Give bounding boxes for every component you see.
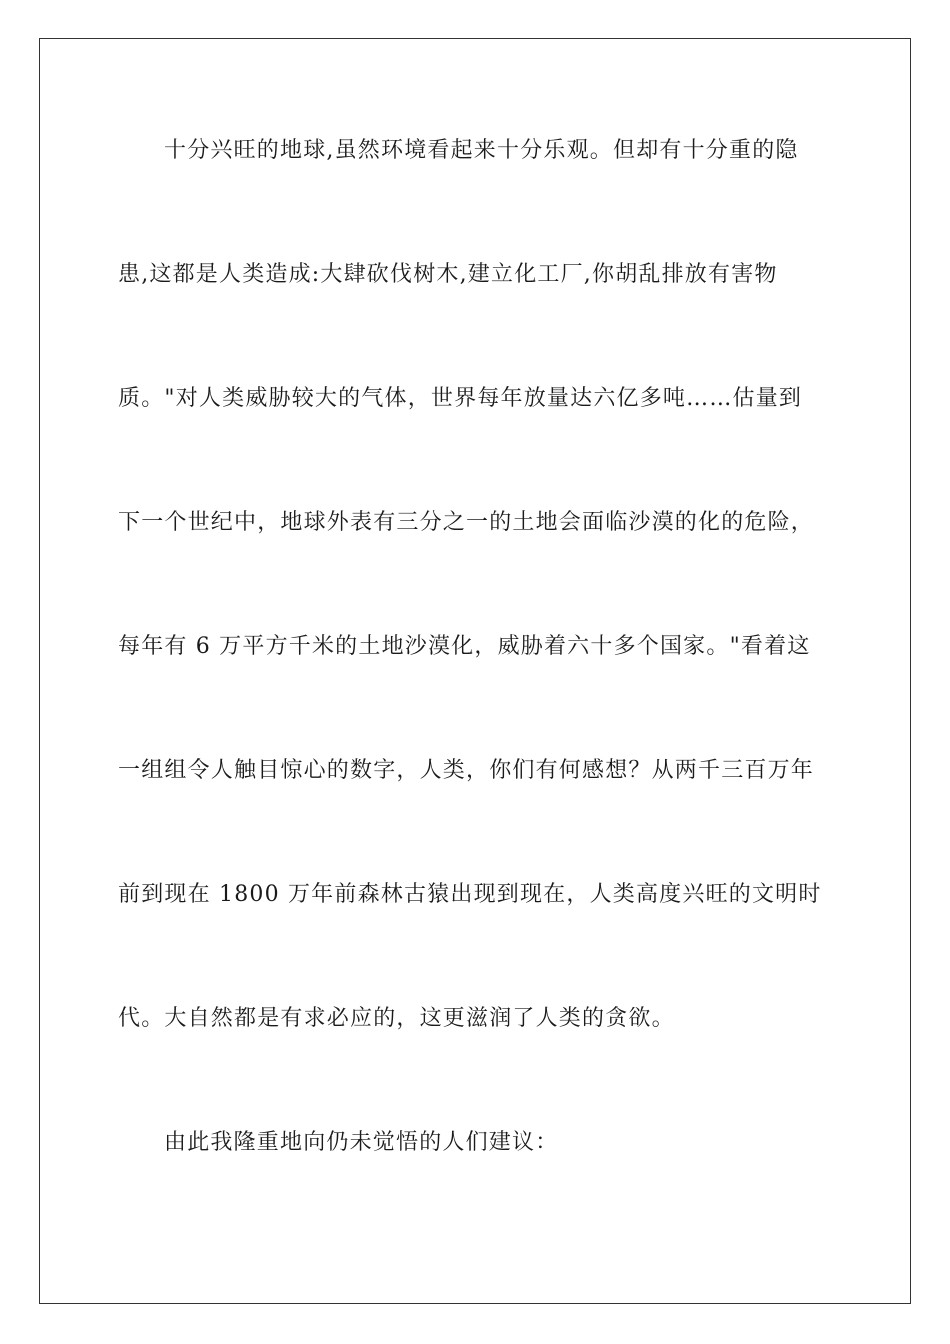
paragraph-2-line-1: 由此我隆重地向仍未觉悟的人们建议： [164,1130,559,1155]
page-border [39,38,911,1304]
paragraph-1-line-6: 一组组令人触目惊心的数字，人类，你们有何感想？从两千三百万年 [118,758,815,783]
paragraph-1-line-7: 前到现在 1800 万年前森林古猿出现到现在，人类高度兴旺的文明时 [118,882,822,907]
paragraph-1-line-5: 每年有 6 万平方千米的土地沙漠化，威胁着六十多个国家。"看着这 [118,634,811,659]
paragraph-1-line-1: 十分兴旺的地球,虽然环境看起来十分乐观。但却有十分重的隐 [164,138,799,163]
paragraph-1-line-8: 代。大自然都是有求必应的，这更滋润了人类的贪欲。 [118,1006,675,1031]
paragraph-1-line-4: 下一个世纪中，地球外表有三分之一的土地会面临沙漠的化的危险， [118,510,815,535]
paragraph-1-line-3: 质。"对人类威胁较大的气体，世界每年放量达六亿多吨……估量到 [118,386,803,411]
paragraph-1-line-2: 患,这都是人类造成:大肆砍伐树木,建立化工厂,你胡乱排放有害物 [118,262,778,287]
